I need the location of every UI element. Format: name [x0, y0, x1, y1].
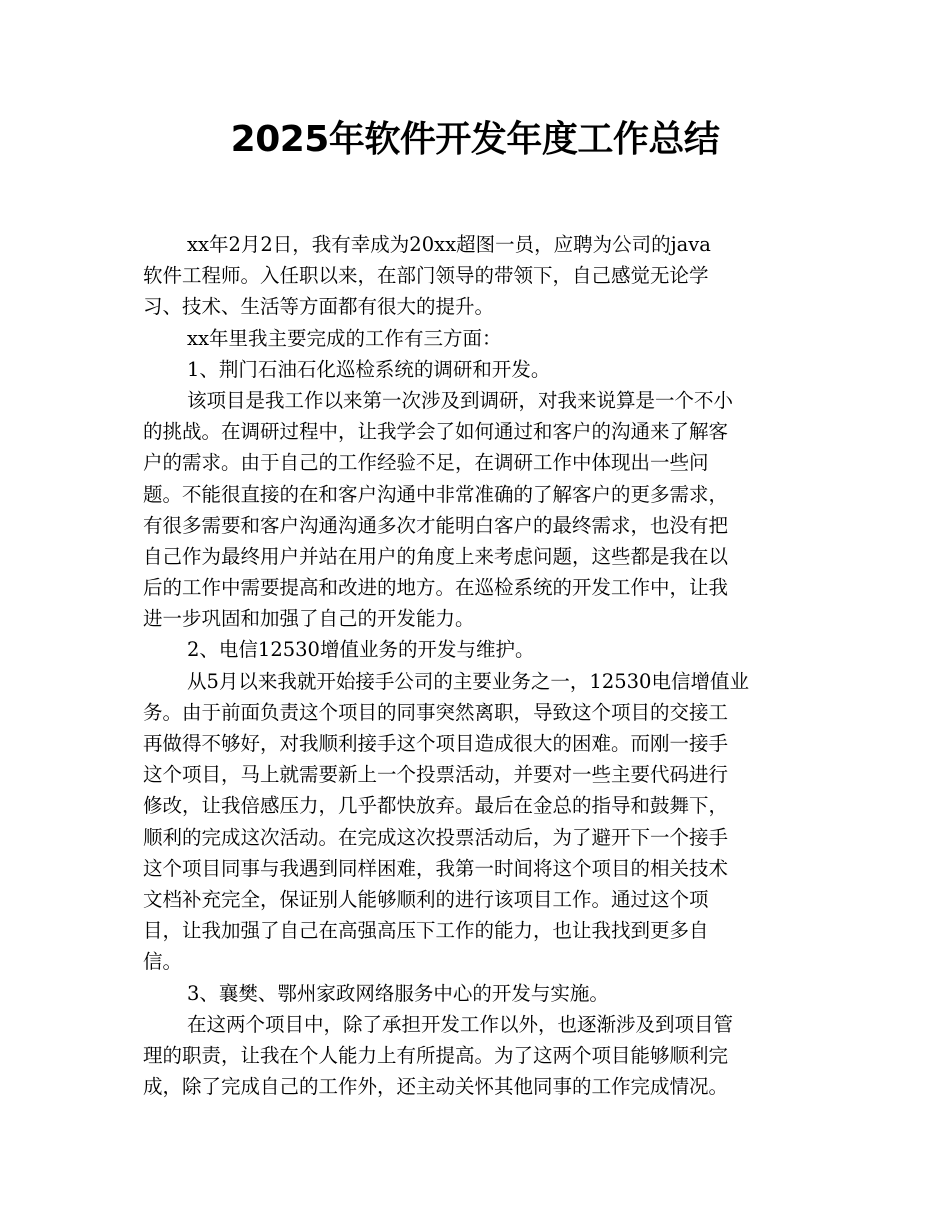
body-line: 习、技术、生活等方面都有很大的提升。	[143, 295, 495, 319]
body-line: 有很多需要和客户沟通沟通多次才能明白客户的最终需求，也没有把	[143, 513, 729, 537]
body-line: 软件工程师。入任职以来，在部门领导的带领下，自己感觉无论学	[143, 264, 709, 288]
body-line: 从5月以来我就开始接手公司的主要业务之一，12530电信增值业	[187, 669, 749, 693]
body-line: 2、电信12530增值业务的开发与维护。	[187, 638, 535, 662]
body-line: 户的需求。由于自己的工作经验不足，在调研工作中体现出一些问	[143, 451, 709, 475]
body-line: 后的工作中需要提高和改进的地方。在巡检系统的开发工作中，让我	[143, 576, 729, 600]
body-line: 在这两个项目中，除了承担开发工作以外，也逐渐涉及到项目管	[187, 1012, 734, 1036]
body-line: 题。不能很直接的在和客户沟通中非常准确的了解客户的更多需求，	[143, 482, 729, 506]
body-line: 3、襄樊、鄂州家政网络服务中心的开发与实施。	[187, 981, 609, 1005]
body-line: 1、荆门石油石化巡检系统的调研和开发。	[187, 357, 551, 381]
body-line: xx年里我主要完成的工作有三方面：	[187, 326, 502, 350]
document-title: 2025年软件开发年度工作总结	[230, 119, 720, 160]
body-line: 自己作为最终用户并站在用户的角度上来考虑问题，这些都是我在以	[143, 544, 729, 568]
body-line: 该项目是我工作以来第一次涉及到调研，对我来说算是一个不小	[187, 388, 734, 412]
body-line: 成，除了完成自己的工作外，还主动关怀其他同事的工作完成情况。	[143, 1075, 729, 1099]
body-line: 理的职责，让我在个人能力上有所提高。为了这两个项目能够顺利完	[143, 1043, 729, 1067]
body-line: 务。由于前面负责这个项目的同事突然离职，导致这个项目的交接工	[143, 700, 729, 724]
body-line: 目，让我加强了自己在高强高压下工作的能力，也让我找到更多自	[143, 919, 709, 943]
body-line: 进一步巩固和加强了自己的开发能力。	[143, 607, 475, 631]
body-line: 文档补充完全，保证别人能够顺利的进行该项目工作。通过这个项	[143, 887, 709, 911]
body-line: 信。	[143, 950, 183, 974]
body-line: 顺利的完成这次活动。在完成这次投票活动后，为了避开下一个接手	[143, 825, 729, 849]
body-line: 的挑战。在调研过程中，让我学会了如何通过和客户的沟通来了解客	[143, 420, 729, 444]
body-line: xx年2月2日，我有幸成为20xx超图一员，应聘为公司的java	[187, 233, 711, 256]
body-line: 这个项目同事与我遇到同样困难，我第一时间将这个项目的相关技术	[143, 856, 729, 880]
body-line: 再做得不够好，对我顺利接手这个项目造成很大的困难。而刚一接手	[143, 732, 729, 755]
document-body	[143, 229, 813, 1102]
body-line: 修改，让我倍感压力，几乎都快放弃。最后在金总的指导和鼓舞下，	[143, 794, 729, 818]
body-line: 这个项目，马上就需要新上一个投票活动，并要对一些主要代码进行	[143, 763, 729, 787]
